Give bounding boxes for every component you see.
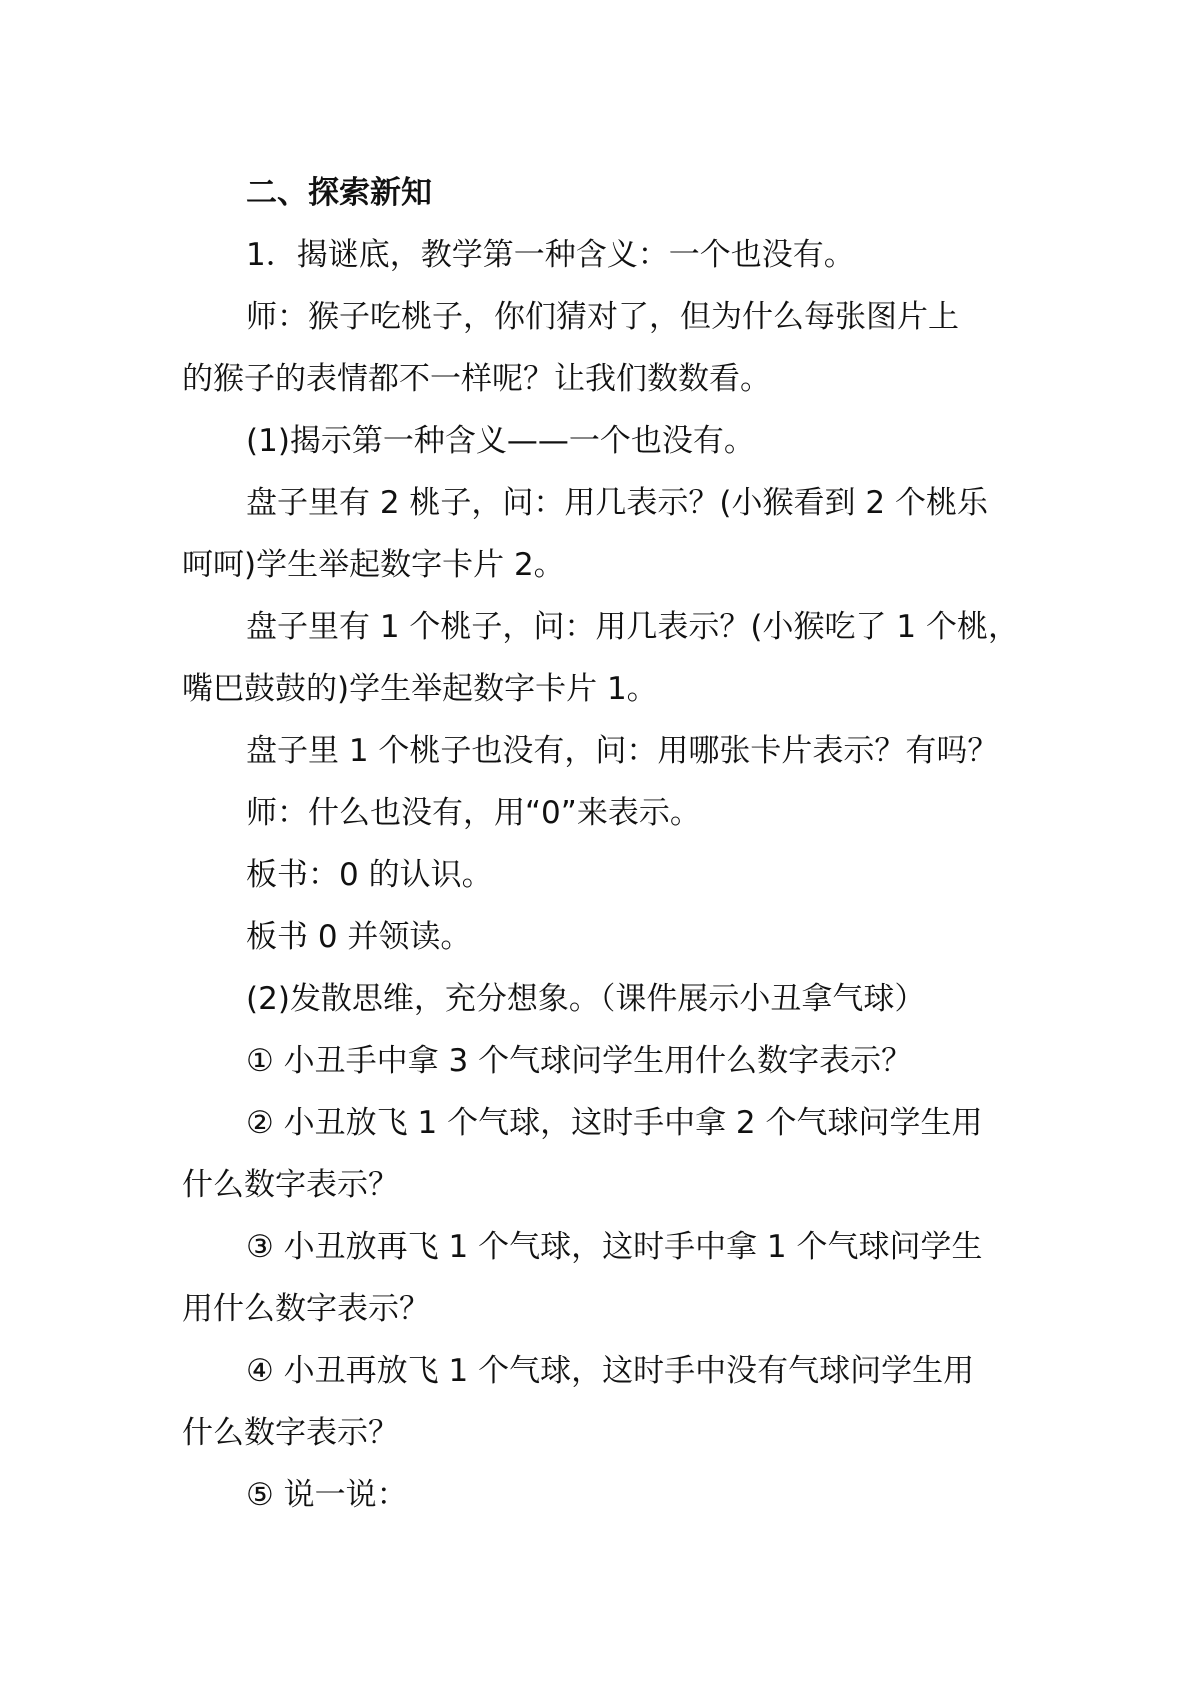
list-item-line: ③ 小丑放再飞 1 个气球，这时手中拿 1 个气球问学生: [246, 1229, 983, 1265]
paragraph-line-continued: 呵呵)学生举起数字卡片 2。: [182, 547, 565, 583]
paragraph-line-continued: 的猴子的表情都不一样呢？让我们数数看。: [182, 361, 771, 397]
paragraph-line: 盘子里有 1 个桃子，问：用几表示？(小猴吃了 1 个桃，: [246, 609, 1019, 645]
section-heading: 二、探索新知: [246, 175, 432, 211]
list-item-line: ④ 小丑再放飞 1 个气球，这时手中没有气球问学生用: [246, 1353, 975, 1389]
paragraph-line: 盘子里有 2 桃子，问：用几表示？(小猴看到 2 个桃乐: [246, 485, 988, 521]
list-item-line: ② 小丑放飞 1 个气球，这时手中拿 2 个气球问学生用: [246, 1105, 983, 1141]
list-item-line: ① 小丑手中拿 3 个气球问学生用什么数字表示？: [246, 1043, 913, 1079]
paragraph-line: 板书 0 并领读。: [246, 919, 472, 955]
list-item-line-continued: 用什么数字表示？: [182, 1291, 430, 1327]
paragraph-line: 1．揭谜底，教学第一种含义：一个也没有。: [246, 237, 855, 273]
list-item-line-continued: 什么数字表示？: [182, 1415, 399, 1451]
list-item-line-continued: 什么数字表示？: [182, 1167, 399, 1203]
paragraph-line: (1)揭示第一种含义——一个也没有。: [246, 423, 755, 459]
document-body: [182, 162, 1042, 1526]
paragraph-line: 板书：0 的认识。: [246, 857, 493, 893]
paragraph-line: 盘子里 1 个桃子也没有，问：用哪张卡片表示？有吗？: [246, 733, 999, 769]
list-item-line: ⑤ 说一说：: [246, 1477, 408, 1513]
paragraph-line: 师：什么也没有，用“0”来表示。: [246, 795, 701, 831]
paragraph-line: 师：猴子吃桃子，你们猜对了，但为什么每张图片上: [246, 299, 959, 335]
paragraph-line: (2)发散思维，充分想象。（课件展示小丑拿气球）: [246, 981, 926, 1017]
paragraph-line-continued: 嘴巴鼓鼓的)学生举起数字卡片 1。: [182, 671, 658, 707]
